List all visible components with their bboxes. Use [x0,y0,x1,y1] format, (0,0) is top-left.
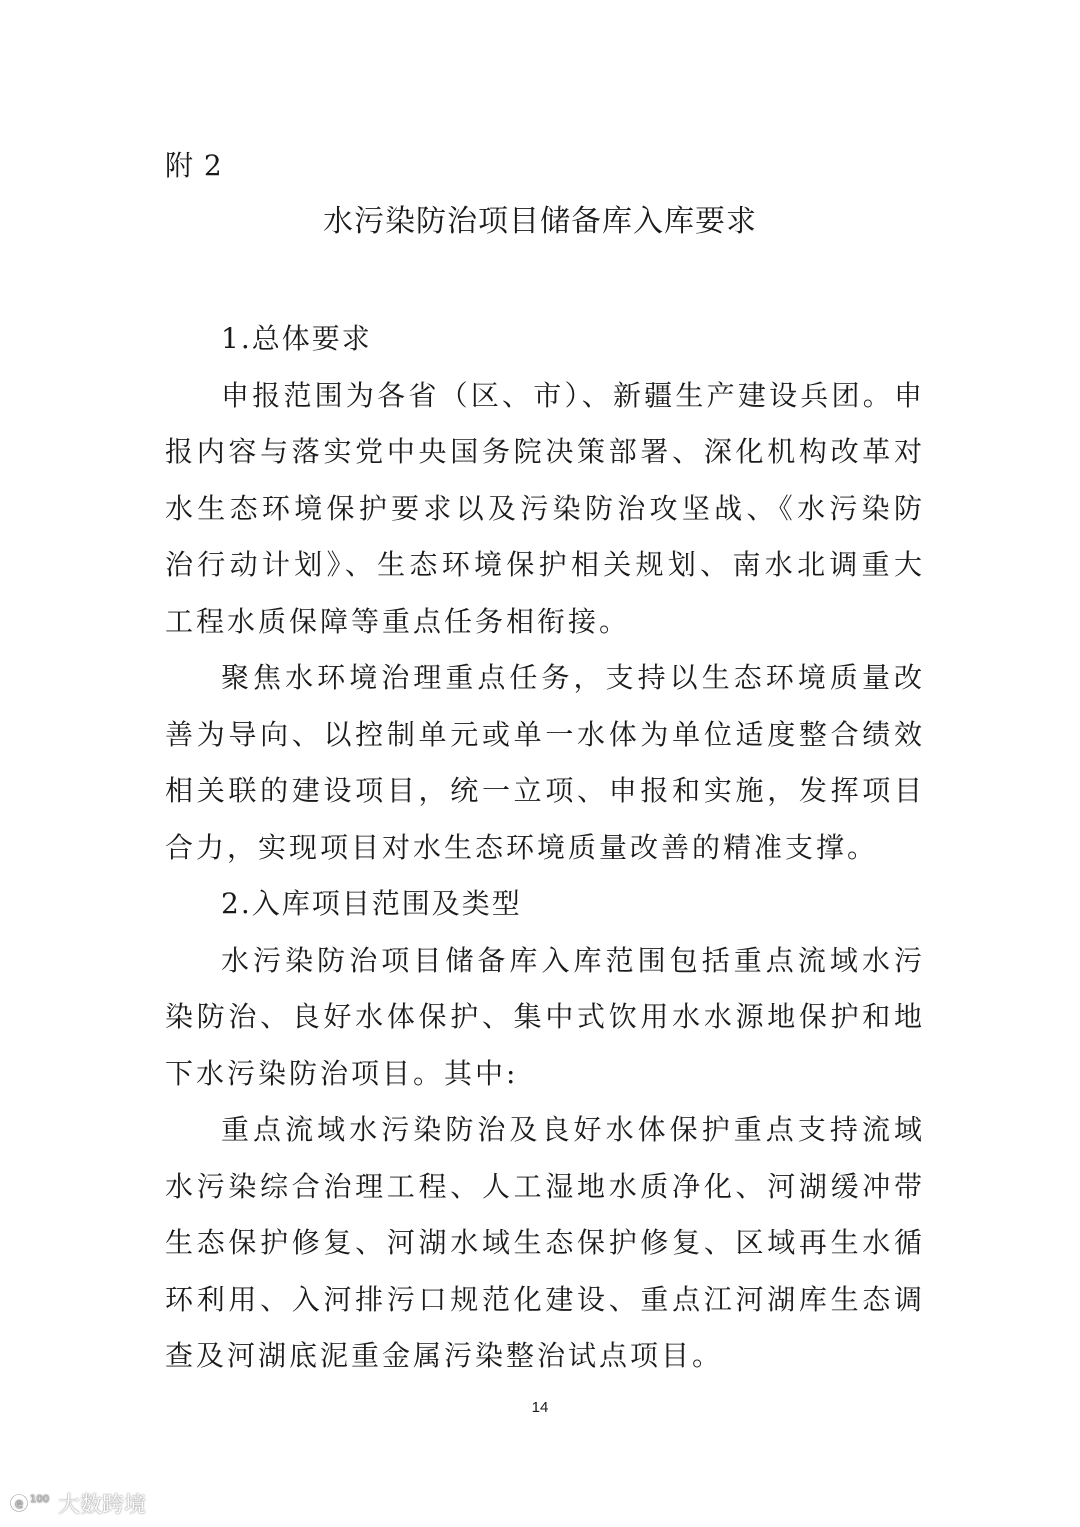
page-number: 14 [531,1399,549,1416]
section-heading-general: 1.总体要求 [221,322,372,355]
paragraph: 重点流域水污染防治及良好水体保护重点支持流域水污染综合治理工程、人工湿地水质净化、河湖缓冲带生态保护修复、河湖水域生态保护修复、区域再生水循环利用、入河排污口规范化建设、重点江河湖库生态调查及河湖底泥重金属污染整治试点项目。 [165,1113,925,1372]
paragraph: 申报范围为各省（区、市）、新疆生产建设兵团。申报内容与落实党中央国务院决策部署、深化机构改革对水生态环境保护要求以及污染防治攻坚战、《水污染防治行动计划》、生态环境保护相关规划、南水北调重大工程水质保障等重点任务相衔接。 [165,378,925,638]
document-title: 水污染防治项目储备库入库要求 [323,204,757,239]
watermark-text: 大数跨境 [58,1492,147,1518]
svg-text:100: 100 [30,1494,50,1505]
svg-text:e: e [15,1497,23,1512]
section-heading-scope: 2.入库项目范围及类型 [221,887,522,920]
paragraph: 水污染防治项目储备库入库范围包括重点流域水污染防治、良好水体保护、集中式饮用水水源地保护和地下水污染防治项目。其中: [165,943,925,1090]
ebrun-logo-icon [8,1490,52,1516]
paragraph: 聚焦水环境治理重点任务，支持以生态环境质量改善为导向、以控制单元或单一水体为单位适度整合绩效相关联的建设项目，统一立项、申报和实施，发挥项目合力，实现项目对水生态环境质量改善的精准支撑。 [165,661,925,864]
document-body [165,311,925,1385]
watermark [8,1488,146,1518]
annex-label: 附 2 [165,149,223,182]
